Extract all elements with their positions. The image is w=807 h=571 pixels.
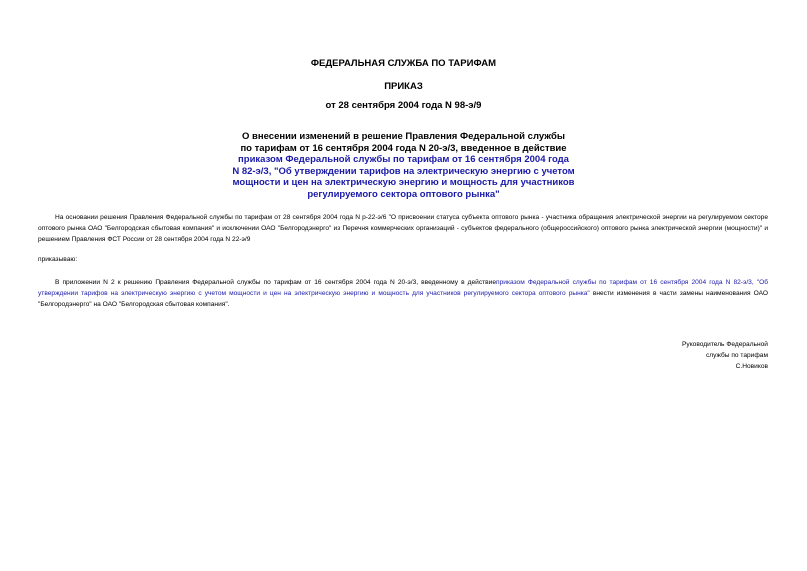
- subject-line-1: О внесении изменений в решение Правления Федеральной службы: [242, 131, 565, 142]
- body-paragraph-amendment: [38, 277, 768, 311]
- subject-link-line-2[interactable]: N 82-э/3, "Об утверждении тарифов на электрическую энергию с учетом: [232, 165, 575, 177]
- signature-position-line-2: службы по тарифам: [705, 352, 768, 359]
- signature-block: [682, 339, 768, 372]
- document-subject: [0, 131, 807, 200]
- amendment-text-end: внести изменения в части замены наименования ОАО "Белгородэнерго" на ОАО "Белгородская сбытовая компания".: [38, 290, 768, 309]
- document-date-number: от 28 сентября 2004 года N 98-э/9: [325, 100, 482, 111]
- subject-link-line-4[interactable]: регулируемого сектора оптового рынка": [307, 188, 500, 200]
- subject-link-line-1[interactable]: приказом Федеральной службы по тарифам от 16 сентября 2004 года: [238, 154, 569, 165]
- agency-name: ФЕДЕРАЛЬНАЯ СЛУЖБА ПО ТАРИФАМ: [310, 58, 497, 69]
- body-paragraph-basis: На основании решения Правления Федеральной службы по тарифам от 28 сентября 2004 года N р-22-э/6 "О присвоении статуса субъекта оптового рынка - участника обращения электрической энергии на регулируемом секторе оптового рынка ОАО "Белгородская сбытовая компания" и исключении ОАО "Белгородэнерго" из Перечня коммерческих организаций - субъектов федерального (общероссийского) оптового рынка электрической энергии (мощности)" и решением Правления ФСТ России от 28 сентября 2004 года N 22-э/9: [38, 214, 768, 244]
- amendment-order-link[interactable]: приказом Федеральной службы по тарифам от 16 сентября 2004 года N 82-э/3, "Об утверждении тарифов на электрическую энергию с учетом мощности и цен на электрическую энергию и мощность для участников регулируемого сектора оптового рынка": [38, 279, 768, 298]
- order-word: приказываю:: [38, 256, 78, 263]
- amendment-text-start: В приложении N 2 к решению Правления Федеральной службы по тарифам от 16 сентября 2004 года N 20-э/3, введенному в действие: [55, 279, 497, 286]
- document-type: ПРИКАЗ: [384, 81, 423, 92]
- subject-link-line-3[interactable]: мощности и цен на электрическую энергию и мощность для участников: [232, 177, 575, 188]
- subject-line-2: по тарифам от 16 сентября 2004 года N 20-э/3, введенное в действие: [240, 142, 567, 154]
- signature-name: С.Новиков: [735, 363, 768, 370]
- signature-position-line-1: Руководитель Федеральной: [682, 341, 768, 348]
